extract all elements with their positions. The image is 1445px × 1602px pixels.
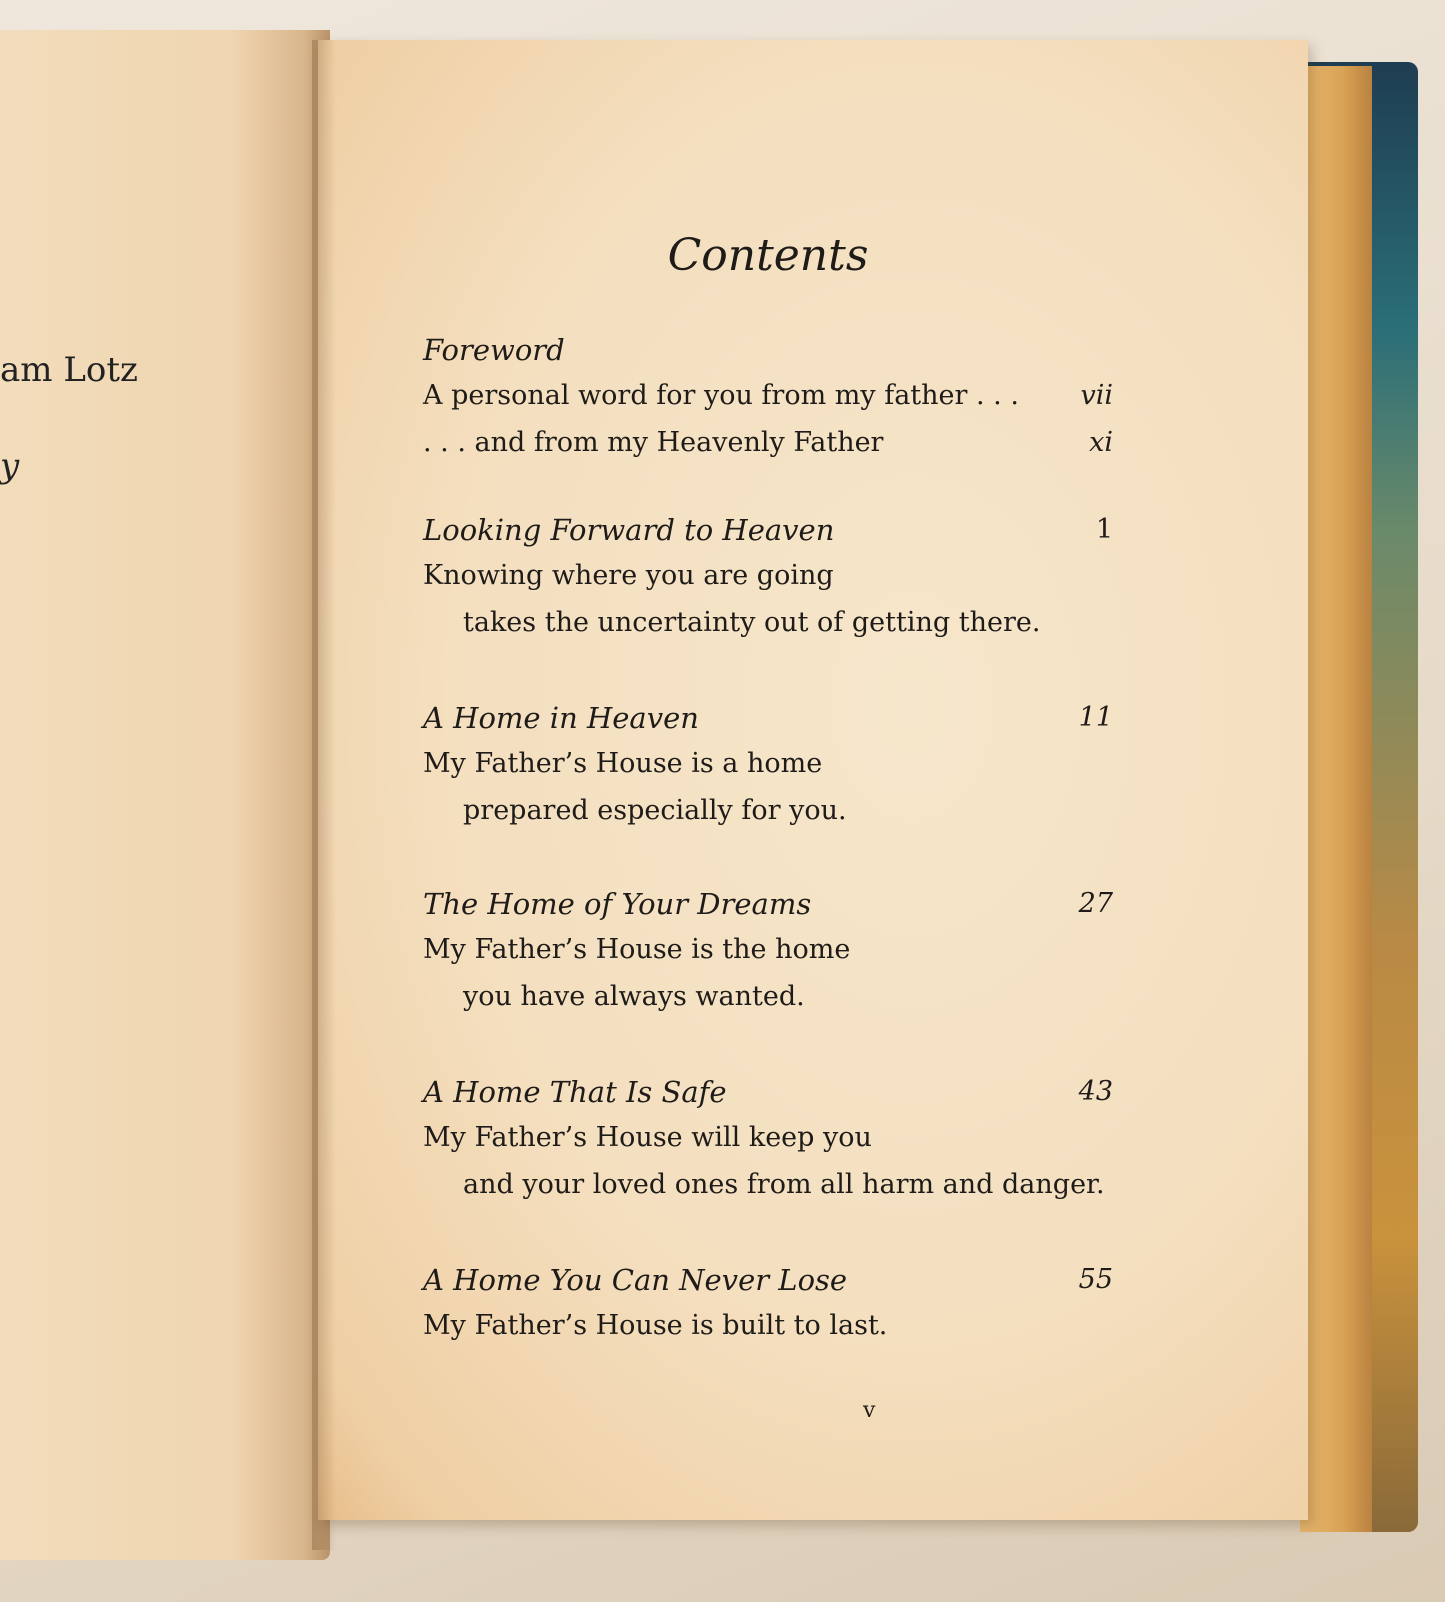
chapter-title: [423, 1258, 1113, 1302]
chapter-title-text: A Home in Heaven: [423, 701, 699, 735]
chapter-subtitle-line: prepared especially for you.: [463, 795, 847, 826]
page-folio: v: [863, 1398, 876, 1423]
chapter-title: [423, 508, 1113, 552]
chapter-subtitle-line: My Father’s House will keep you: [423, 1122, 872, 1153]
entry-line-text: . . . and from my Heavenly Father: [423, 427, 884, 458]
chapter-title-text: Looking Forward to Heaven: [423, 513, 835, 547]
toc-entry-chapter: [423, 1258, 1113, 1349]
toc-entry-chapter: [423, 882, 1113, 1020]
toc-entry-chapter: [423, 696, 1113, 834]
chapter-subtitle-line: and your loved ones from all harm and danger.: [463, 1169, 1105, 1200]
toc-entry-chapter: [423, 1070, 1113, 1208]
entry-line: [423, 372, 1113, 419]
entry-line: [423, 419, 1113, 466]
toc-entry-chapter: [423, 508, 1113, 646]
chapter-title: [423, 1070, 1113, 1114]
spine-shadow: [312, 40, 336, 1550]
chapter-title-text: A Home You Can Never Lose: [423, 1263, 848, 1297]
toc-entry-foreword: [423, 328, 1113, 466]
chapter-title: [423, 696, 1113, 740]
chapter-subtitle-line: My Father’s House is the home: [423, 934, 851, 965]
entry-heading: Foreword: [423, 333, 565, 367]
chapter-subtitle-line: you have always wanted.: [463, 981, 805, 1012]
page-number: 55: [1078, 1264, 1113, 1295]
chapter-title: [423, 882, 1113, 926]
page-number: 43: [1078, 1076, 1113, 1107]
left-page-text-fragment: y: [0, 446, 20, 486]
page-block-edge: [1300, 66, 1372, 1532]
entry-line-text: A personal word for you from my father . . .: [423, 380, 1019, 411]
right-page: [318, 40, 1308, 1520]
left-page: [0, 30, 330, 1560]
page-number: 1: [1095, 514, 1113, 545]
page-number: 27: [1078, 888, 1113, 919]
chapter-subtitle-line: My Father’s House is a home: [423, 748, 823, 779]
page-number: vii: [1080, 380, 1113, 411]
chapter-title-text: A Home That Is Safe: [423, 1075, 727, 1109]
chapter-subtitle-line: My Father’s House is built to last.: [423, 1310, 888, 1341]
chapter-title-text: The Home of Your Dreams: [423, 887, 812, 921]
left-page-author-fragment: am Lotz: [0, 350, 138, 390]
page-number: 11: [1078, 702, 1113, 733]
chapter-subtitle-line: takes the uncertainty out of getting there.: [463, 607, 1041, 638]
chapter-subtitle-line: Knowing where you are going: [423, 560, 834, 591]
page-title: Contents: [667, 230, 869, 281]
page-number: xi: [1089, 427, 1113, 458]
